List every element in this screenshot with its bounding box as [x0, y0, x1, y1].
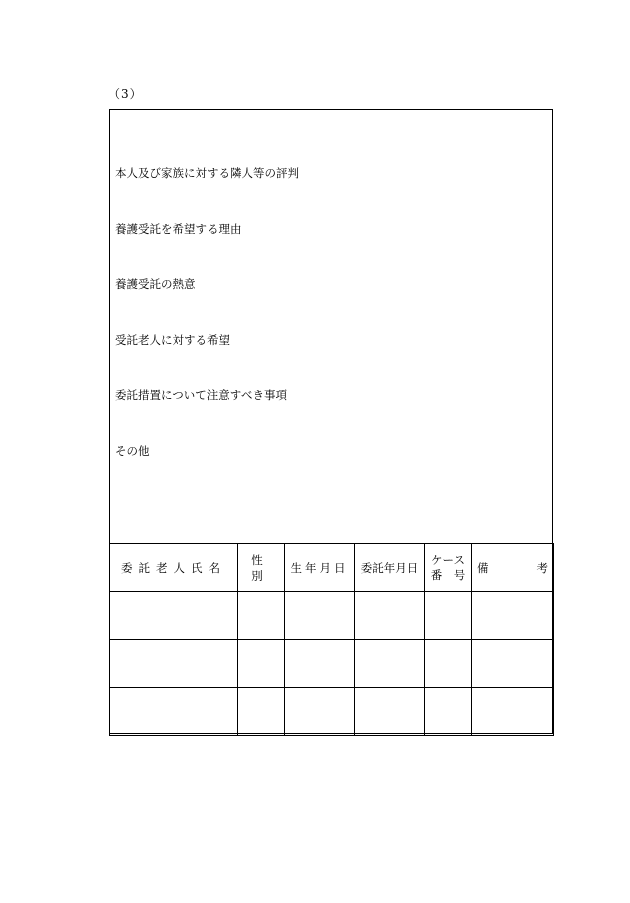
cell-elder-name[interactable] — [110, 640, 238, 688]
section-number: （3） — [108, 87, 143, 101]
header-elder-name — [110, 544, 238, 592]
cell-sex[interactable] — [238, 688, 285, 736]
header-placement-date-text: 委託年月日 — [360, 560, 419, 575]
notes-area — [110, 110, 552, 543]
table-row — [110, 688, 554, 736]
cell-birthdate[interactable] — [285, 688, 355, 736]
header-remarks-right: 考 — [536, 560, 548, 575]
cell-remarks[interactable] — [472, 688, 554, 736]
header-case-number-text — [431, 553, 466, 583]
header-case-number — [425, 544, 472, 592]
cell-placement-date[interactable] — [355, 592, 425, 640]
elder-roster-table — [109, 543, 554, 736]
table-header-row — [110, 544, 554, 592]
cell-elder-name[interactable] — [110, 592, 238, 640]
form-frame — [109, 109, 553, 734]
header-sex — [238, 544, 291, 592]
cell-elder-name[interactable] — [110, 688, 238, 736]
header-elder-name-text: 委託老人氏名 — [121, 560, 226, 575]
header-case-line1: ケース — [431, 552, 465, 567]
cell-sex[interactable] — [238, 592, 285, 640]
cell-remarks[interactable] — [472, 592, 554, 640]
header-birthdate-text: 生年月日 — [290, 560, 349, 575]
cell-birthdate[interactable] — [285, 592, 355, 640]
header-remarks-left: 備 — [477, 560, 489, 575]
header-case-line2: 番 号 — [430, 567, 466, 582]
note-enthusiasm: 養護受託の熱意 — [115, 277, 196, 291]
table-row — [110, 640, 554, 688]
cell-case-number[interactable] — [425, 592, 472, 640]
cell-sex[interactable] — [238, 640, 285, 688]
note-reason-for-request: 養護受託を希望する理由 — [115, 222, 242, 236]
cell-placement-date[interactable] — [355, 688, 425, 736]
cell-placement-date[interactable] — [355, 640, 425, 688]
note-cautions: 委託措置について注意すべき事項 — [115, 388, 288, 402]
note-hopes-for-elder: 受託老人に対する希望 — [115, 333, 230, 347]
note-other: その他 — [115, 444, 150, 458]
header-remarks-text — [472, 560, 553, 576]
header-placement-date — [355, 544, 425, 592]
header-remarks — [472, 544, 554, 592]
table-row — [110, 592, 554, 640]
header-birthdate — [285, 544, 355, 592]
note-neighbor-reputation: 本人及び家族に対する隣人等の評判 — [115, 166, 299, 180]
cell-case-number[interactable] — [425, 688, 472, 736]
cell-birthdate[interactable] — [285, 640, 355, 688]
header-sex-text: 性 別 — [251, 552, 291, 583]
cell-case-number[interactable] — [425, 640, 472, 688]
cell-remarks[interactable] — [472, 640, 554, 688]
